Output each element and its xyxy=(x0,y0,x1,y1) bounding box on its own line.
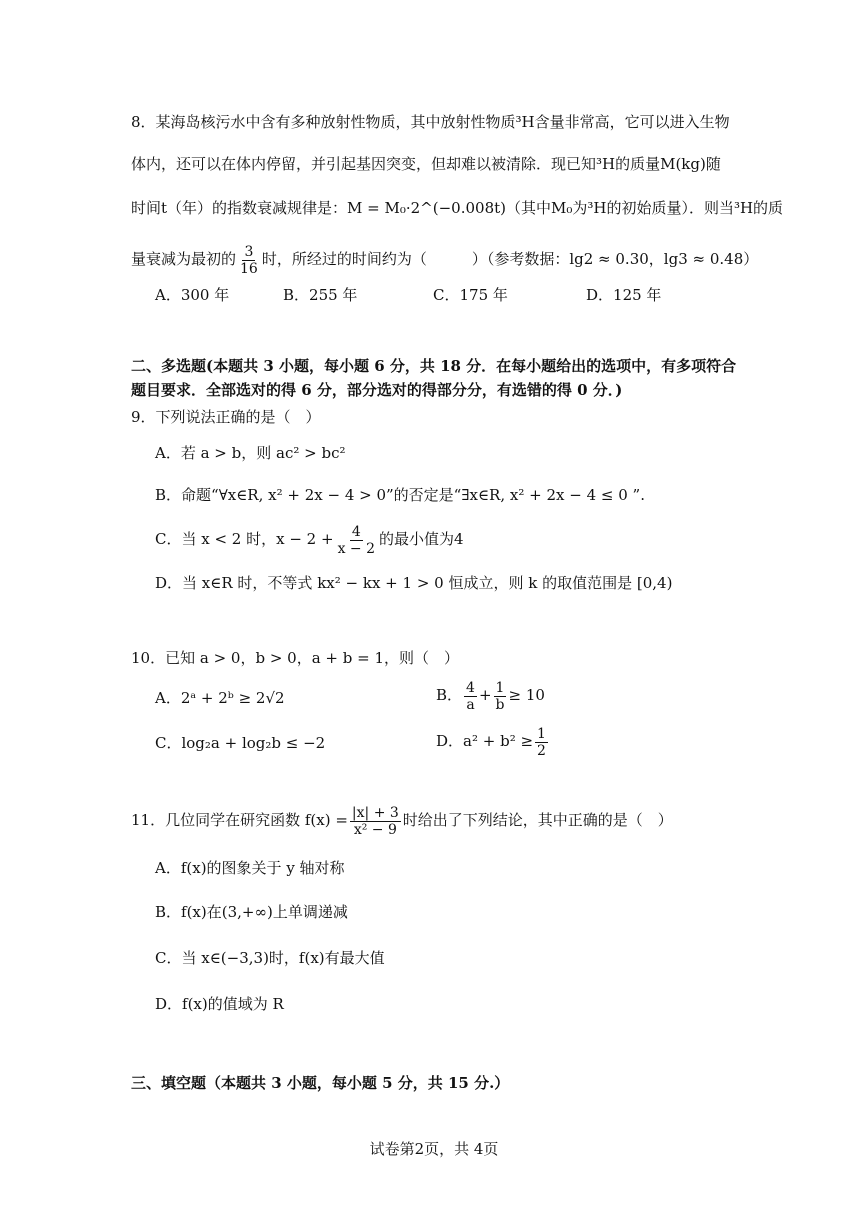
q10-option-b-f1-den: a xyxy=(466,696,475,713)
q8-option-c: C．175 年 xyxy=(433,286,508,304)
q11-option-c: C．当 x∈(−3,3)时，f(x)有最大值 xyxy=(155,949,385,967)
q10-option-c: C．log₂a + log₂b ≤ −2 xyxy=(155,734,326,752)
q9-option-d: D．当 x∈R 时，不等式 kx² − kx + 1 > 0 恒成立，则 k 的取值范围是 [0,4) xyxy=(155,574,673,592)
q10-option-d-num: 1 xyxy=(537,725,546,742)
q10-option-b-plus: + xyxy=(478,686,492,704)
q10-option-d xyxy=(436,722,550,760)
q8-frac-num: 3 xyxy=(244,243,254,260)
q10-option-b-fraction-2 xyxy=(494,680,507,713)
q10-option-d-pre: D．a² + b² ≥ xyxy=(436,732,534,750)
q10-option-b-f2-den: b xyxy=(495,696,505,713)
q8-line4-pre: 量衰减为最初的 xyxy=(131,250,237,268)
q11-option-a: A．f(x)的图象关于 y 轴对称 xyxy=(155,859,345,877)
q11-option-b: B．f(x)在(3,+∞)上单调递减 xyxy=(155,903,348,921)
q11-function-fraction xyxy=(350,805,401,838)
q9-option-c-pre: C．当 x < 2 时，x − 2 + xyxy=(155,530,334,548)
q9-option-c xyxy=(155,520,464,558)
q10-option-d-den: 2 xyxy=(537,742,546,759)
q9-option-c-den: x − 2 xyxy=(337,540,376,557)
q8-frac-den: 16 xyxy=(240,260,258,277)
q9-option-a: A．若 a > b，则 ac² > bc² xyxy=(155,444,346,462)
q11-frac-den: x² − 9 xyxy=(353,821,397,838)
q11-frac-num: |x| + 3 xyxy=(351,804,399,821)
q8-option-d: D．125 年 xyxy=(586,286,662,304)
q8-option-b: B．255 年 xyxy=(283,286,358,304)
section3-header: 三、填空题（本题共 3 小题，每小题 5 分，共 15 分.） xyxy=(131,1074,510,1092)
q9-option-c-post: 的最小值为4 xyxy=(379,530,464,548)
q10-option-b-f2-num: 1 xyxy=(495,679,505,696)
q8-line4-post: 时，所经过的时间约为（ ）（参考数据：lg2 ≈ 0.30，lg3 ≈ 0.48） xyxy=(261,250,759,268)
q9-stem: 9．下列说法正确的是（ ） xyxy=(131,408,321,426)
q8-option-a: A．300 年 xyxy=(155,286,230,304)
q9-option-b: B．命题“∀x∈R, x² + 2x − 4 > 0”的否定是“∃x∈R, x² + 2x − 4 ≤ 0 ”. xyxy=(155,486,645,504)
q8-line3: 时间t（年）的指数衰减规律是：M = M₀·2^(−0.008t)（其中M₀为³H的初始质量）．则当³H的质 xyxy=(131,199,784,217)
q10-option-b-fraction-1 xyxy=(464,680,477,713)
section2-header-line1: 二、多选题(本题共 3 小题，每小题 6 分，共 18 分．在每小题给出的选项中，有多项符合 xyxy=(131,357,737,375)
q10-option-d-fraction xyxy=(535,726,548,759)
q9-option-c-num: 4 xyxy=(351,523,361,540)
q11-stem-post: 时给出了下列结论，其中正确的是（ ） xyxy=(402,811,673,829)
q9-option-c-fraction xyxy=(336,524,377,557)
q8-line4 xyxy=(131,240,758,278)
q10-option-b xyxy=(436,676,545,714)
q8-line1: 8．某海岛核污水中含有多种放射性物质，其中放射性物质³H含量非常高，它可以进入生物 xyxy=(131,113,730,131)
q10-option-b-pre: B． xyxy=(436,686,463,704)
q8-line2: 体内，还可以在体内停留，并引起基因突变，但却难以被清除．现已知³H的质量M(kg)随 xyxy=(131,155,721,173)
q11-stem xyxy=(131,801,673,839)
q11-stem-pre: 11．几位同学在研究函数 f(x) = xyxy=(131,811,348,829)
section2-header-line2: 题目要求．全部选对的得 6 分，部分选对的得部分分，有选错的得 0 分．) xyxy=(131,381,623,399)
q10-option-a: A．2ᵃ + 2ᵇ ≥ 2√2 xyxy=(155,689,285,707)
q11-option-d: D．f(x)的值域为 R xyxy=(155,995,284,1013)
q8-fraction xyxy=(238,244,260,277)
q10-stem: 10．已知 a > 0，b > 0，a + b = 1，则（ ） xyxy=(131,649,459,667)
q10-option-b-post: ≥ 10 xyxy=(508,686,545,704)
page-footer: 试卷第2页，共 4页 xyxy=(369,1140,499,1158)
q10-option-b-f1-num: 4 xyxy=(466,679,475,696)
